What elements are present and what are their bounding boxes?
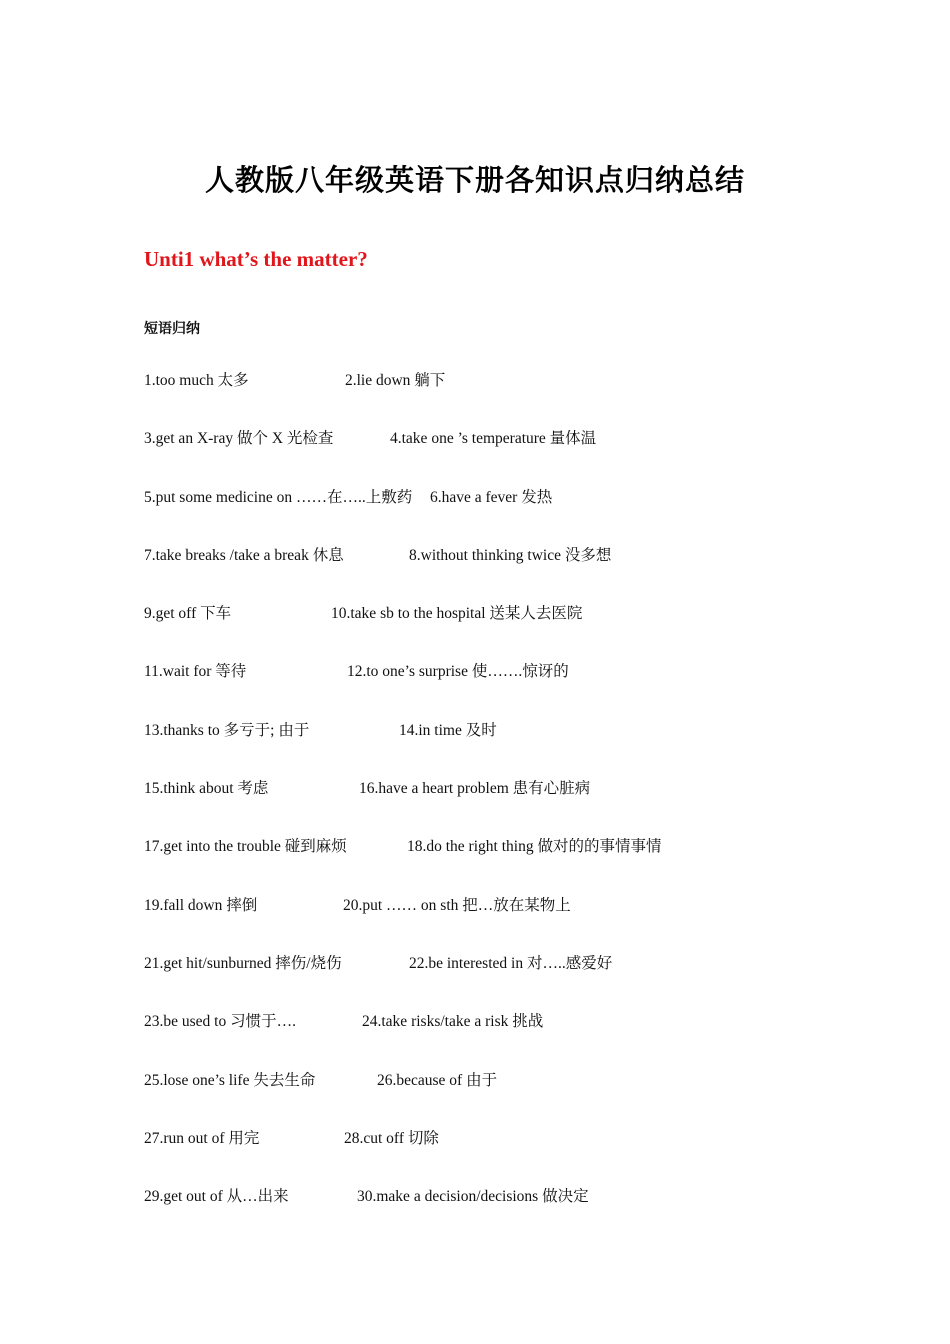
phrase-item: 6.have a fever 发热 — [430, 488, 553, 506]
phrase-item: 4.take one ’s temperature 量体温 — [390, 430, 597, 448]
phrase-item: 16.have a heart problem 患有心脏病 — [359, 780, 591, 798]
phrase-item: 12.to one’s surprise 使…….惊讶的 — [347, 663, 569, 681]
phrase-item: 5.put some medicine on ……在…..上敷药 — [144, 488, 413, 506]
phrase-row — [144, 836, 864, 894]
phrase-item: 30.make a decision/decisions 做决定 — [357, 1188, 589, 1206]
phrase-row — [144, 603, 864, 661]
phrase-row — [144, 1070, 864, 1128]
phrase-item: 8.without thinking twice 没多想 — [409, 546, 612, 564]
phrase-item: 21.get hit/sunburned 摔伤/烧伤 — [144, 954, 342, 972]
section-label: 短语归纳 — [144, 321, 200, 337]
phrase-row — [144, 370, 864, 428]
phrase-row — [144, 1011, 864, 1069]
phrase-row — [144, 895, 864, 953]
phrase-item: 20.put …… on sth 把…放在某物上 — [343, 896, 571, 914]
phrase-item: 29.get out of 从…出来 — [144, 1188, 289, 1206]
phrase-item: 23.be used to 习惯于…. — [144, 1013, 296, 1031]
phrase-item: 18.do the right thing 做对的的事情事情 — [407, 838, 662, 856]
unit-heading: Unti1 what’s the matter? — [144, 247, 368, 271]
phrase-item: 17.get into the trouble 碰到麻烦 — [144, 838, 347, 856]
phrase-item: 10.take sb to the hospital 送某人去医院 — [331, 605, 583, 623]
phrase-item: 13.thanks to 多亏于; 由于 — [144, 721, 310, 739]
phrase-item: 15.think about 考虑 — [144, 780, 269, 798]
phrase-row — [144, 545, 864, 603]
phrase-row — [144, 487, 864, 545]
phrase-item: 24.take risks/take a risk 挑战 — [362, 1013, 544, 1031]
phrase-item: 7.take breaks /take a break 休息 — [144, 546, 344, 564]
phrase-row — [144, 720, 864, 778]
phrase-item: 27.run out of 用完 — [144, 1129, 260, 1147]
phrase-item: 25.lose one’s life 失去生命 — [144, 1071, 316, 1089]
phrase-item: 19.fall down 摔倒 — [144, 896, 258, 914]
phrase-row — [144, 953, 864, 1011]
phrase-item: 26.because of 由于 — [377, 1071, 498, 1089]
phrase-item: 1.too much 太多 — [144, 372, 249, 389]
page-title: 人教版八年级英语下册各知识点归纳总结 — [204, 163, 745, 197]
phrase-item: 2.lie down 躺下 — [345, 372, 446, 389]
phrase-row — [144, 1186, 864, 1244]
phrase-item: 28.cut off 切除 — [344, 1129, 439, 1147]
phrase-row — [144, 778, 864, 836]
phrase-row — [144, 1128, 864, 1186]
phrase-item: 11.wait for 等待 — [144, 663, 247, 681]
phrase-list — [144, 370, 864, 1244]
phrase-item: 14.in time 及时 — [399, 721, 497, 739]
phrase-item: 22.be interested in 对…..感爱好 — [409, 954, 613, 972]
phrase-row — [144, 661, 864, 719]
phrase-item: 9.get off 下车 — [144, 605, 232, 623]
phrase-item: 3.get an X-ray 做个 X 光检查 — [144, 430, 334, 448]
phrase-row — [144, 428, 864, 486]
